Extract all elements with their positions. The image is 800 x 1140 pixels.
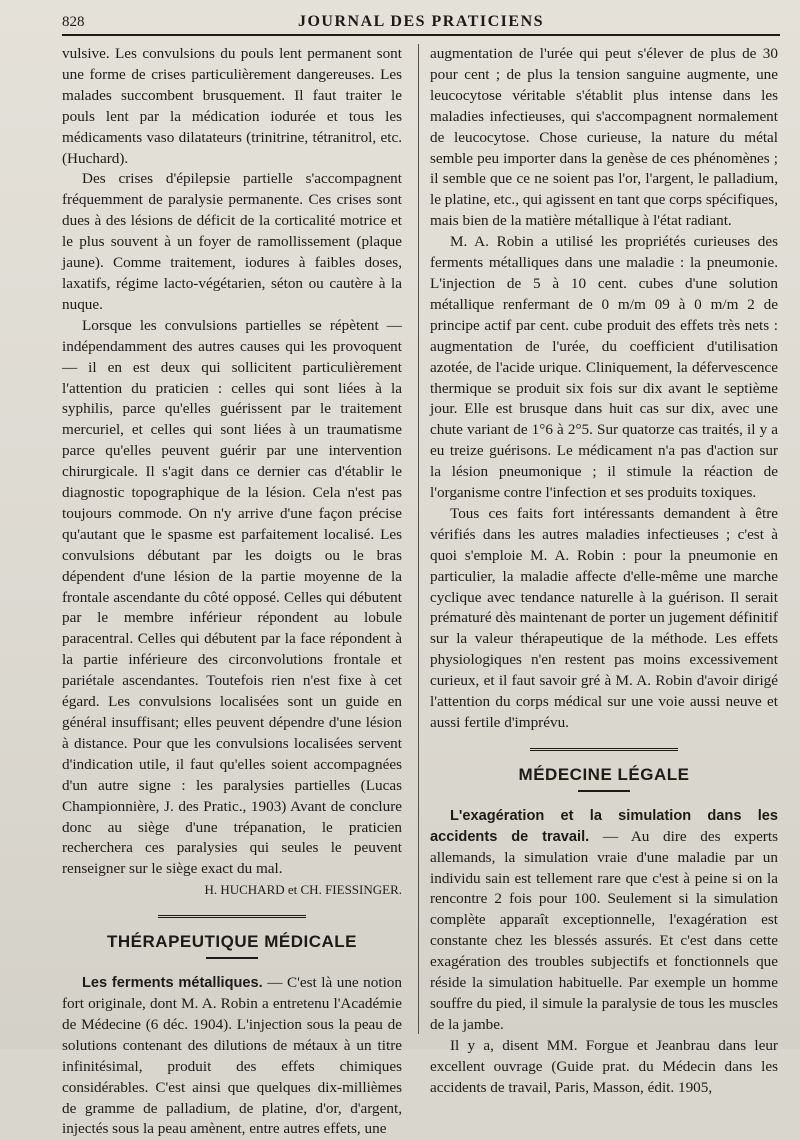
section-divider: [530, 748, 678, 753]
paragraph: augmentation de l'urée qui peut s'élever de plus de 30 pour cent ; de plus la tension sanguine augmente, une leucocytose véritable s'établit plus intense dans les maladies infectieuses, qui s'accompagnent normalement de leucocytose. Chose curieuse, la nature du métal semble peu importer dans la genèse de ces phénomènes ; il semble que ce ne soient pas l'or, l'argent, le palladium, le platine, etc., qui agissent en tant que corps spécifiques, mais bien de la matière métallique à l'état radiant.: [430, 45, 778, 230]
section-title: THÉRAPEUTIQUE MÉDICALE: [107, 932, 357, 952]
article-text: — Au dire des experts allemands, la simulation vraie d'une maladie par un individu sain est tellement rare que c'est à peine si on la rencontre 2 fois pour 100. Seulement si la simulation complète apparaît exceptionnelle, l'exagération est constante chez les blessés assurés. Et c'est dans cette exagération des troubles subjectifs et fonctionnels que réside la simulation habituelle. Par exemple un homme souffre du pied, il simule la paralysie de tous les muscles de la jambe.: [430, 827, 778, 1033]
column-divider: [418, 44, 419, 1034]
article-paragraph: [62, 973, 402, 1140]
article-paragraph: [430, 806, 778, 1036]
paragraph: Tous ces faits fort intéressants demandent à être vérifiés dans les autres maladies infectieuses ; c'est à quoi s'emploie M. A. Robin : pour la pneumonie en particulier, la maladie affecte d'elle-même une marche cyclique avec tendance naturelle à la guérison. Il serait prématuré dès maintenant de porter un jugement définitif sur la valeur thérapeutique de la méthode. Les effets physiologiques n'en restent pas moins excessivement curieux, et il faut savoir gré à M. A. Robin d'avoir dirigé l'attention du corps médical sur une voie aussi neuve et aussi fertile d'imprévu.: [430, 504, 778, 731]
title-underline: [578, 790, 630, 792]
page-header: [62, 12, 780, 36]
left-column: [62, 44, 402, 1138]
article-lead: Les ferments métalliques.: [82, 975, 263, 992]
paragraph: M. A. Robin a utilisé les propriétés curieuses des ferments métalliques dans une maladie : la pneumonie. L'injection de 5 à 10 cent. cubes d'une solution métallique renfermant de 0 m/m 09 à 0 m/m 2 de principe actif par cent. cube produit des effets très nets : augmentation de l'urée, du coefficient d'utilisation azotée, de l'acide urique. Cliniquement, la défervescence thermique se produit six fois sur dix avant le septième jour. Elle est brusque dans huit cas sur dix, avec une chute variant de 1°6 à 2°5. Sur quatorze cas traités, il y a eu treize guérisons. Le médicament n'a pas d'action sur la lésion pneumonique ; il stimule la réaction de l'organisme contre l'infection et ses produits toxiques.: [430, 233, 778, 502]
article-lead: L'exagération et la simulation dans les accidents de travail.: [430, 807, 778, 845]
paragraph: Des crises d'épilepsie partielle s'accompagnent fréquemment de paralysie permanente. Ces crises sont dues à des lésions de déficit de la corticalité motrice et le plus souvent à un foyer de ramollissement (plaque jaune). Comme traitement, iodures à faibles doses, laxatifs, régime lacto-végétarien, séton ou cautère à la nuque.: [62, 170, 402, 313]
paragraph: Il y a, disent MM. Forgue et Jeanbrau dans leur excellent ouvrage (Guide prat. du Médecin dans les accidents de travail, Paris, Masson, édit. 1905,: [430, 1036, 778, 1096]
paragraph: vulsive. Les convulsions du pouls lent permanent sont une forme de crises particulièrement dangereuses. Les malades succombent brusquement. Il faut traiter le pouls lent par la médication iodurée et tous les médicaments vaso dilatateurs (trinitrine, tétranitrol, etc. (Huchard).: [62, 45, 402, 167]
section-title: MÉDECINE LÉGALE: [518, 764, 690, 784]
journal-title: JOURNAL DES PRATICIENS: [297, 13, 545, 30]
page-number: 828: [62, 14, 85, 30]
section-divider: [158, 915, 306, 920]
right-column: [430, 44, 778, 1096]
article-text: — C'est là une notion fort originale, dont M. A. Robin a entretenu l'Académie de Médecine (6 déc. 1904). L'injection sous la peau de solutions contenant des dilutions de métaux à un titre infinitésimal, produit des effets chimiques considérables. C'est ainsi que quelques dix-millièmes de gramme de palladium, de platine, d'or, d'argent, injectés sous la peau amènent, entre autres effets, une: [62, 974, 402, 1138]
title-underline: [206, 957, 258, 959]
author-signature: H. HUCHARD et CH. FIESSINGER.: [204, 882, 402, 898]
paragraph: Lorsque les convulsions partielles se répètent — indépendamment des autres causes qui les provoquent — il en est deux qui sollicitent particulièrement l'attention du praticien : celles qui sont liées à la syphilis, parce qu'elles guérissent par le traitement mercuriel, et celles qui sont liées à un traumatisme parce qu'elles peuvent guérir par une intervention chirurgicale. Il s'agit dans ce dernier cas d'établir le diagnostic topographique de la lésion. Cela n'est pas toujours commode. On n'y arrive d'une façon précise qu'autant que le spasme est parfaitement localisé. Les convulsions débutant par les doigts ou le bras dépendent d'une lésion de la partie moyenne de la frontale ascendante du côté opposé. Celles qui débutent par le membre inférieur répondent au lobule paracentral. Celles qui débutent par la face répondent à la partie inférieure des circonvolutions frontale et pariétale ascendantes. Toutefois rien n'est fixe à cet égard. Les convulsions localisées sont un guide en général insuffisant; elles peuvent dépendre d'une lésion à distance. Pour que les convulsions localisées servent d'indication utile, il faut qu'elles soient accompagnées d'un autre signe : les paralysies partielles (Lucas Championnière, J. des Pratic., 1903) Avant de conclure donc au siège d'une trépanation, le praticien recherchera ces paralysies qui seules le peuvent renseigner sur le siège exact du mal.: [62, 316, 402, 878]
